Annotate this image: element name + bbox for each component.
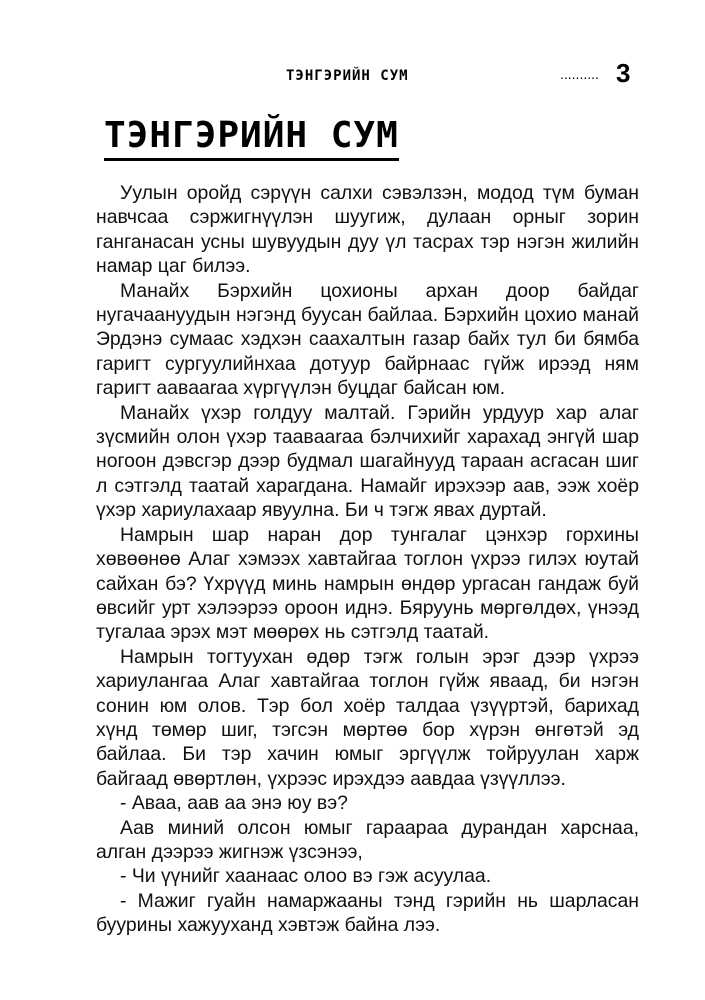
paragraph: Манайх үхэр голдуу малтай. Гэрийн урдуур хар алаг зүсмийн олон үхэр таавaaraa бэлчихийг харахад энгүй шар ногоон дэвсгэр дээр будмал шагайнууд тараан асгасан шиг л сэтгэлд таатай харагдана. Намайг ирэхээр аав, ээж хоёр үхэр хариулахаар явуулна. Би ч тэгж явах дуртай. <box>96 401 639 522</box>
paragraph: Уулын оройд сэрүүн салхи сэвэлзэн, модод түм буман навчсаа сэржигнүүлэн шуугиж, дулаан орныг зорин ганганасан усны шувуудын дуу үл тасрах тэр нэгэн жилийн намар цаг билээ. <box>96 182 639 278</box>
page-number: 3 <box>616 58 631 88</box>
paragraph: Манайх Бэрхийн цохионы архан доор байдаг нугачаануудын нэгэнд буусан байлаа. Бэрхийн цохио манай Эрдэнэ сумаас хэдхэн саахалтын газар байх тул би бямба гаригт сургуулийнхаа дотуур байрнаас гүйж ирээд ням гаригт аавaaraa хүргүүлэн буцдаг байсан юм. <box>96 279 639 400</box>
running-header <box>96 58 636 88</box>
dialogue-line: - Аваа, аав аа энэ юу вэ? <box>120 792 348 815</box>
dialogue-line: - Мажиг гуайн намаржааны тэнд гэрийн нь шарласан буурины хажууханд хэвтэж байна лээ. <box>96 889 639 937</box>
chapter-title: ТЭНГЭРИЙН СУМ <box>104 116 399 161</box>
body-text <box>96 181 639 938</box>
leader-dots: .......... <box>560 66 599 82</box>
paragraph: Намрын тогтуухан өдөр тэгж голын эрэг дээр үхрээ хариулангаа Алаг хавтайгаа тоглон гүйж яваад, би нэгэн сонин юм олов. Тэр бол хоёр талдаа үзүүртэй, барихад хүнд төмөр шиг, тэгсэн мөртөө бор хүрэн өнгөтэй эд байлаа. Би тэр хачин юмыг эргүүлж тойруулан харж байгаад өвөртлөн, үхрээс ирэхдээ аавдаа үзүүллээ. <box>96 645 639 790</box>
dialogue-line: - Чи үүнийг хаанаас олоо вэ гэж асуулаа. <box>120 865 492 888</box>
paragraph: Аав миний олсон юмыг гараараа дурандан харснаа, алган дээрээ жигнэж үзсэнээ, <box>96 816 639 863</box>
paragraph: Намрын шар наран дор тунгалаг цэнхэр горхины хөвөөнөө Алаг хэмээх хавтайгаа тоглон үхрээ гилэх юутай сайхан бэ? Үхрүүд минь намрын өндөр ургасан гандаж буй өвсийг урт хэлээрээ ороон иднэ. Бяруунь мөргөлдөх, үнээд тугалаа эрэх мэт мөөрөх нь сэтгэлд таатай. <box>96 523 639 644</box>
running-title: ТЭНГЭРИЙН СУМ <box>286 68 409 84</box>
